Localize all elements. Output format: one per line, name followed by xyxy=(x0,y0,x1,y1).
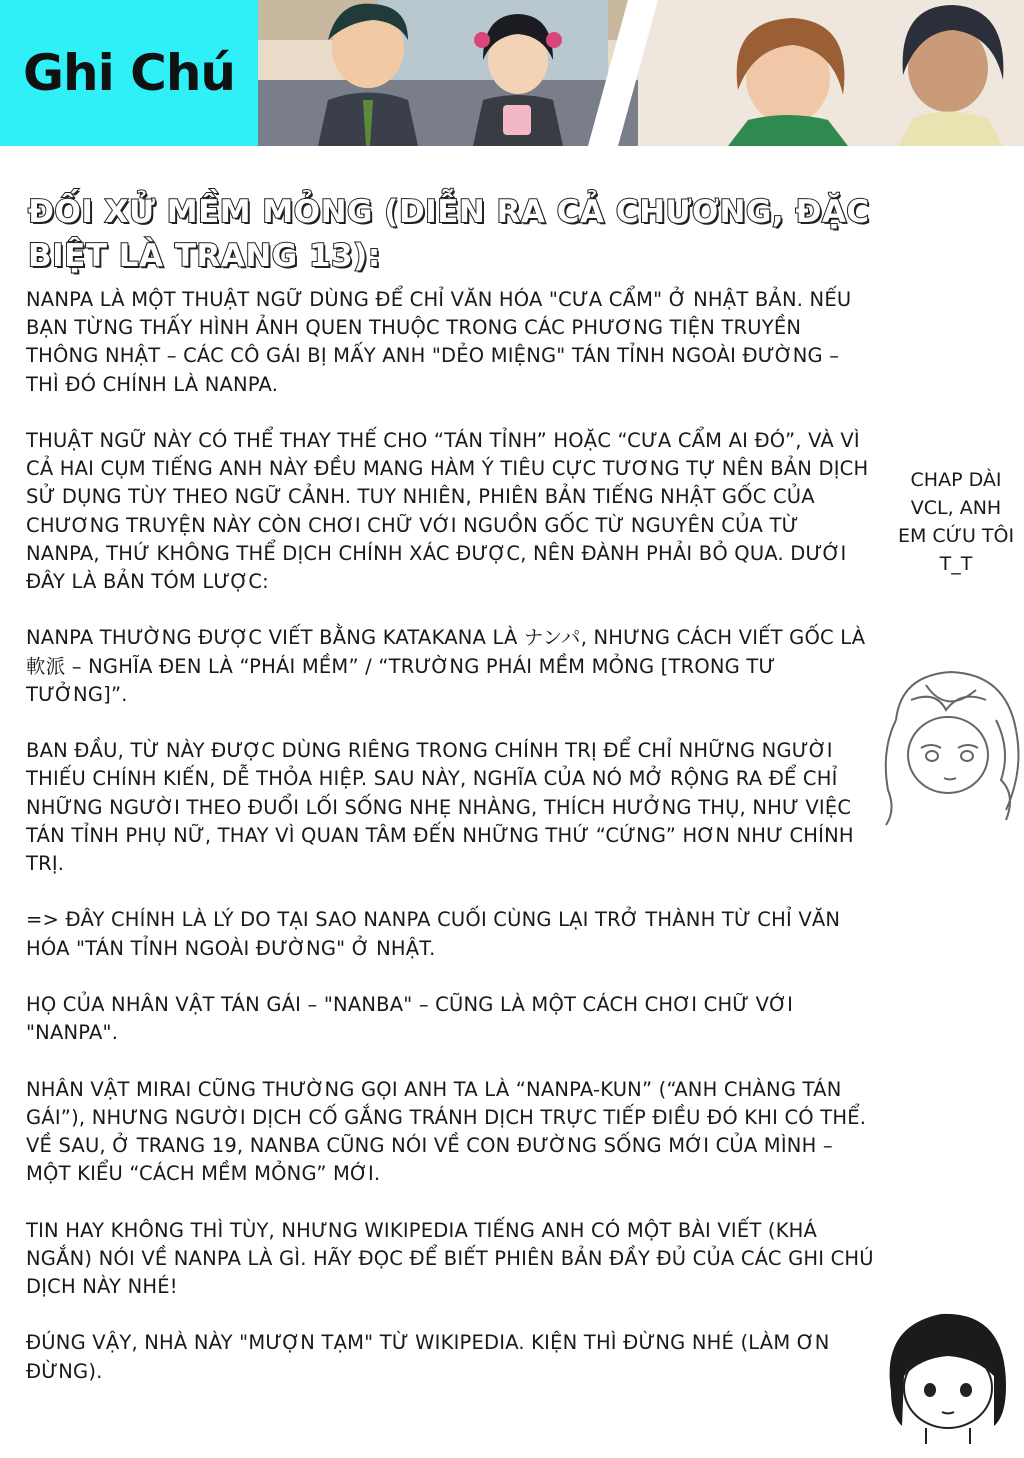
paragraph: HỌ CỦA NHÂN VẬT TÁN GÁI – "NANBA" – CŨNG LÀ MỘT CÁCH CHƠI CHỮ VỚI "NANPA". xyxy=(26,993,794,1045)
paragraph: NHÂN VẬT MIRAI CŨNG THƯỜNG GỌI ANH TA LÀ “NANPA-KUN” (“ANH CHÀNG TÁN GÁI”), NHƯNG NGƯỜI DỊCH CỐ GẮNG TRÁNH DỊCH TRỰC TIẾP ĐIỀU ĐÓ KHI CÓ THỂ. VỀ SAU, Ở TRANG 19, NANBA CŨNG NÓI VỀ CON ĐƯỜNG SỐNG MỚI CỦA MÌNH – MỘT KIỂU “CÁCH MỀM MỎNG” MỚI. xyxy=(26,1077,867,1186)
paragraph: NANPA LÀ MỘT THUẬT NGỮ DÙNG ĐỂ CHỈ VĂN HÓA "CƯA CẨM" Ở NHẬT BẢN. NẾU BẠN TỪNG THẤY HÌNH ẢNH QUEN THUỘC TRONG CÁC PHƯƠNG TIỆN TRUYỀN THÔNG NHẬT – CÁC CÔ GÁI BỊ MẤY ANH "DẺO MIỆNG" TÁN TỈNH NGOÀI ĐƯỜNG – THÌ ĐÓ CHÍNH LÀ NANPA. xyxy=(26,288,852,396)
paragraph: TIN HAY KHÔNG THÌ TÙY, NHƯNG WIKIPEDIA TIẾNG ANH CÓ MỘT BÀI VIẾT (KHÁ NGẮN) NÓI VỀ NANPA LÀ GÌ. HÃY ĐỌC ĐỂ BIẾT PHIÊN BẢN ĐẦY ĐỦ CỦA CÁC GHI CHÚ DỊCH NÀY NHÉ! xyxy=(26,1218,874,1298)
chibi-sketch-bob-hair xyxy=(866,1296,1024,1446)
header-illustration-art xyxy=(258,0,1024,146)
paragraph: BAN ĐẦU, TỪ NÀY ĐƯỢC DÙNG RIÊNG TRONG CHÍNH TRỊ ĐỂ CHỈ NHỮNG NGƯỜI THIẾU CHÍNH KIẾN, DỄ THỎA HIỆP. SAU NÀY, NGHĨA CỦA NÓ MỞ RỘNG RA ĐỂ CHỈ NHỮNG NGƯỜI THEO ĐUỔI LỐI SỐNG NHẸ NHÀNG, THÍCH HƯỞNG THỤ, NHƯ VIỆC TÁN TỈNH PHỤ NỮ, THAY VÌ QUAN TÂM ĐẾN NHỮNG THỨ “CỨNG” HƠN NHƯ CHÍNH TRỊ. xyxy=(26,739,854,876)
paragraph: NANPA THƯỜNG ĐƯỢC VIẾT BẰNG KATAKANA LÀ ナンパ, NHƯNG CÁCH VIẾT GỐC LÀ 軟派 – NGHĨA ĐEN LÀ “PHÁI MỀM” / “TRƯỜNG PHÁI MỀM MỎNG [TRONG TƯ TƯỞNG]”. xyxy=(26,626,866,706)
notes-body xyxy=(26,286,876,1414)
section-heading: ĐỐI XỬ MỀM MỎNG (DIỄN RA CẢ CHƯƠNG, ĐẶC BIỆT LÀ TRANG 13): xyxy=(28,194,870,274)
paragraph: => ĐÂY CHÍNH LÀ LÝ DO TẠI SAO NANPA CUỐI CÙNG LẠI TRỞ THÀNH TỪ CHỈ VĂN HÓA "TÁN TỈNH NGOÀI ĐƯỜNG" Ở NHẬT. xyxy=(26,908,841,960)
side-note: CHAP DÀI VCL, ANH EM CỨU TÔI T_T xyxy=(897,469,1015,575)
page-title: Ghi Chú xyxy=(22,44,236,102)
paragraph: THUẬT NGỮ NÀY CÓ THỂ THAY THẾ CHO “TÁN TỈNH” HOẶC “CƯA CẨM AI ĐÓ”, VÀ VÌ CẢ HAI CỤM TIẾNG ANH NÀY ĐỀU MANG HÀM Ý TIÊU CỰC TƯƠNG TỰ NÊN BẢN DỊCH SỬ DỤNG TÙY THEO NGỮ CẢNH. TUY NHIÊN, PHIÊN BẢN TIẾNG NHẬT GỐC CỦA CHƯƠNG TRUYỆN NÀY CÒN CHƠI CHỮ VỚI NGUỒN GỐC TỪ NGUYÊN CỦA TỪ NANPA, THỨ KHÔNG THỂ DỊCH CHÍNH XÁC ĐƯỢC, NÊN ĐÀNH PHẢI BỎ QUA. DƯỚI ĐÂY LÀ BẢN TÓM LƯỢC: xyxy=(26,429,869,594)
header-title-box xyxy=(0,0,258,146)
paragraph: ĐÚNG VẬY, NHÀ NÀY "MƯỢN TẠM" TỪ WIKIPEDIA. KIỆN THÌ ĐỪNG NHÉ (LÀM ƠN ĐỪNG). xyxy=(26,1331,830,1383)
header-banner xyxy=(0,0,1024,146)
header-illustration xyxy=(258,0,1024,146)
chibi-sketch-wavy-hair xyxy=(866,660,1024,830)
